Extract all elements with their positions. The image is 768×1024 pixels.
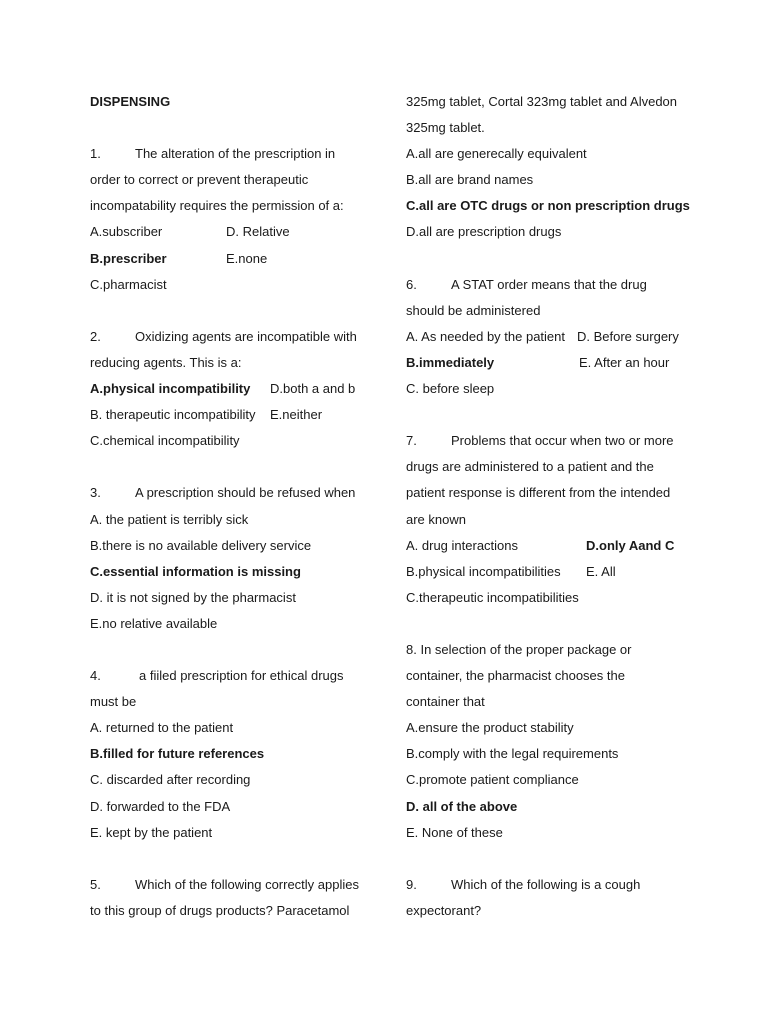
question-1-number: 1.: [90, 146, 101, 162]
option: A.subscriber: [90, 224, 163, 240]
question-8-line-2: container, the pharmacist chooses the: [406, 668, 625, 684]
question-5-number: 5.: [90, 876, 101, 892]
question-6-options-row-1: [406, 324, 696, 350]
question-6-options-row-2: [406, 350, 696, 376]
question-3-number: 3.: [90, 485, 101, 501]
question-5-option-a: A.all are generecally equivalent: [406, 146, 587, 162]
question-8-option-e: E. None of these: [406, 824, 503, 840]
option-correct: B.immediately: [406, 354, 495, 370]
question-2-number: 2.: [90, 328, 101, 344]
option: A. drug interactions: [406, 537, 519, 553]
question-7-options-row-3: C.therapeutic incompatibilities: [406, 589, 579, 605]
question-8-line-1: 8. In selection of the proper package or: [406, 641, 632, 657]
question-7-options-row-2: [406, 559, 696, 585]
question-9-number: 9.: [406, 876, 417, 892]
question-2-line-1: 2. Oxidizing agents are incompatible with: [90, 324, 380, 350]
question-3-option-e: E.no relative available: [90, 615, 218, 631]
option: E. After an hour: [579, 354, 670, 370]
question-1-options-row-1: [90, 219, 380, 245]
question-1-options-row-3: C.pharmacist: [90, 276, 167, 292]
option: E.neither: [270, 407, 323, 423]
option: B.physical incompatibilities: [406, 563, 561, 579]
option: A. As needed by the patient: [406, 328, 566, 344]
question-4-line-2: must be: [90, 694, 137, 710]
question-7-number: 7.: [406, 433, 417, 449]
question-3-option-c-correct: C.essential information is missing: [90, 563, 301, 579]
question-1-line-3: incompatability requires the permission of a:: [90, 198, 344, 214]
option-correct: B.prescriber: [90, 250, 167, 266]
question-2-options-row-1: [90, 376, 380, 402]
question-6-number: 6.: [406, 276, 417, 292]
question-2-options-row-2: [90, 402, 380, 428]
question-3-option-a: A. the patient is terribly sick: [90, 511, 249, 527]
question-6-line-1: 6. A STAT order means that the drug: [406, 272, 696, 298]
question-4-option-b-correct: B.filled for future references: [90, 746, 265, 762]
question-7-line-3: patient response is different from the intended: [406, 485, 671, 501]
question-7-line-2: drugs are administered to a patient and the: [406, 459, 654, 475]
question-5-line-1: 5. Which of the following correctly applies: [90, 872, 380, 898]
question-7-options-row-1: [406, 533, 696, 559]
question-4-number: 4.: [90, 668, 101, 684]
question-7-line-4: are known: [406, 511, 466, 527]
option: E. All: [586, 563, 616, 579]
question-8-option-d-correct: D. all of the above: [406, 798, 518, 814]
question-4-line-1: 4. a fiiled prescription for ethical drugs: [90, 663, 380, 689]
question-4-option-d: D. forwarded to the FDA: [90, 798, 231, 814]
question-1-line-1: 1. The alteration of the prescription in: [90, 141, 380, 167]
document-title: DISPENSING: [90, 94, 171, 109]
question-4-option-a: A. returned to the patient: [90, 720, 234, 736]
question-2-line-2: reducing agents. This is a:: [90, 354, 242, 370]
option: D.both a and b: [270, 381, 356, 397]
question-5-line-2: to this group of drugs products? Paracetamol: [90, 902, 350, 918]
question-6-line-2: should be administered: [406, 302, 541, 318]
question-9-line-2: expectorant?: [406, 902, 482, 918]
question-3-option-b: B.there is no available delivery service: [90, 537, 312, 553]
question-4-option-e: E. kept by the patient: [90, 824, 213, 840]
question-3-option-d: D. it is not signed by the pharmacist: [90, 589, 296, 605]
question-6-options-row-3: C. before sleep: [406, 381, 495, 397]
question-8-number: 8.: [406, 641, 417, 657]
question-8-option-b: B.comply with the legal requirements: [406, 746, 619, 762]
question-5-line-4: 325mg tablet.: [406, 120, 485, 136]
option-correct: A.physical incompatibility: [90, 381, 251, 397]
question-9-line-1: 9. Which of the following is a cough: [406, 872, 696, 898]
question-4-option-c: C. discarded after recording: [90, 772, 251, 788]
question-5-option-b: B.all are brand names: [406, 172, 534, 188]
question-1-line-2: order to correct or prevent therapeutic: [90, 172, 309, 188]
question-3-line-1: 3. A prescription should be refused when: [90, 480, 380, 506]
option: E.none: [226, 250, 268, 266]
option: B. therapeutic incompatibility: [90, 407, 256, 423]
question-5-line-3: 325mg tablet, Cortal 323mg tablet and Alvedon: [406, 94, 678, 109]
question-5-option-c-correct: C.all are OTC drugs or non prescription drugs: [406, 198, 690, 214]
option: D. Relative: [226, 224, 290, 240]
question-7-line-1: 7. Problems that occur when two or more: [406, 428, 696, 454]
right-column: [406, 89, 696, 924]
question-8-line-3: container that: [406, 694, 485, 710]
left-column: [90, 89, 380, 924]
question-8-option-c: C.promote patient compliance: [406, 772, 579, 788]
option-correct: D.only Aand C: [586, 537, 675, 553]
question-1-options-row-2: [90, 246, 380, 272]
question-8-option-a: A.ensure the product stability: [406, 720, 574, 736]
question-5-option-d: D.all are prescription drugs: [406, 224, 562, 240]
question-2-options-row-3: C.chemical incompatibility: [90, 433, 240, 449]
option: D. Before surgery: [577, 328, 679, 344]
